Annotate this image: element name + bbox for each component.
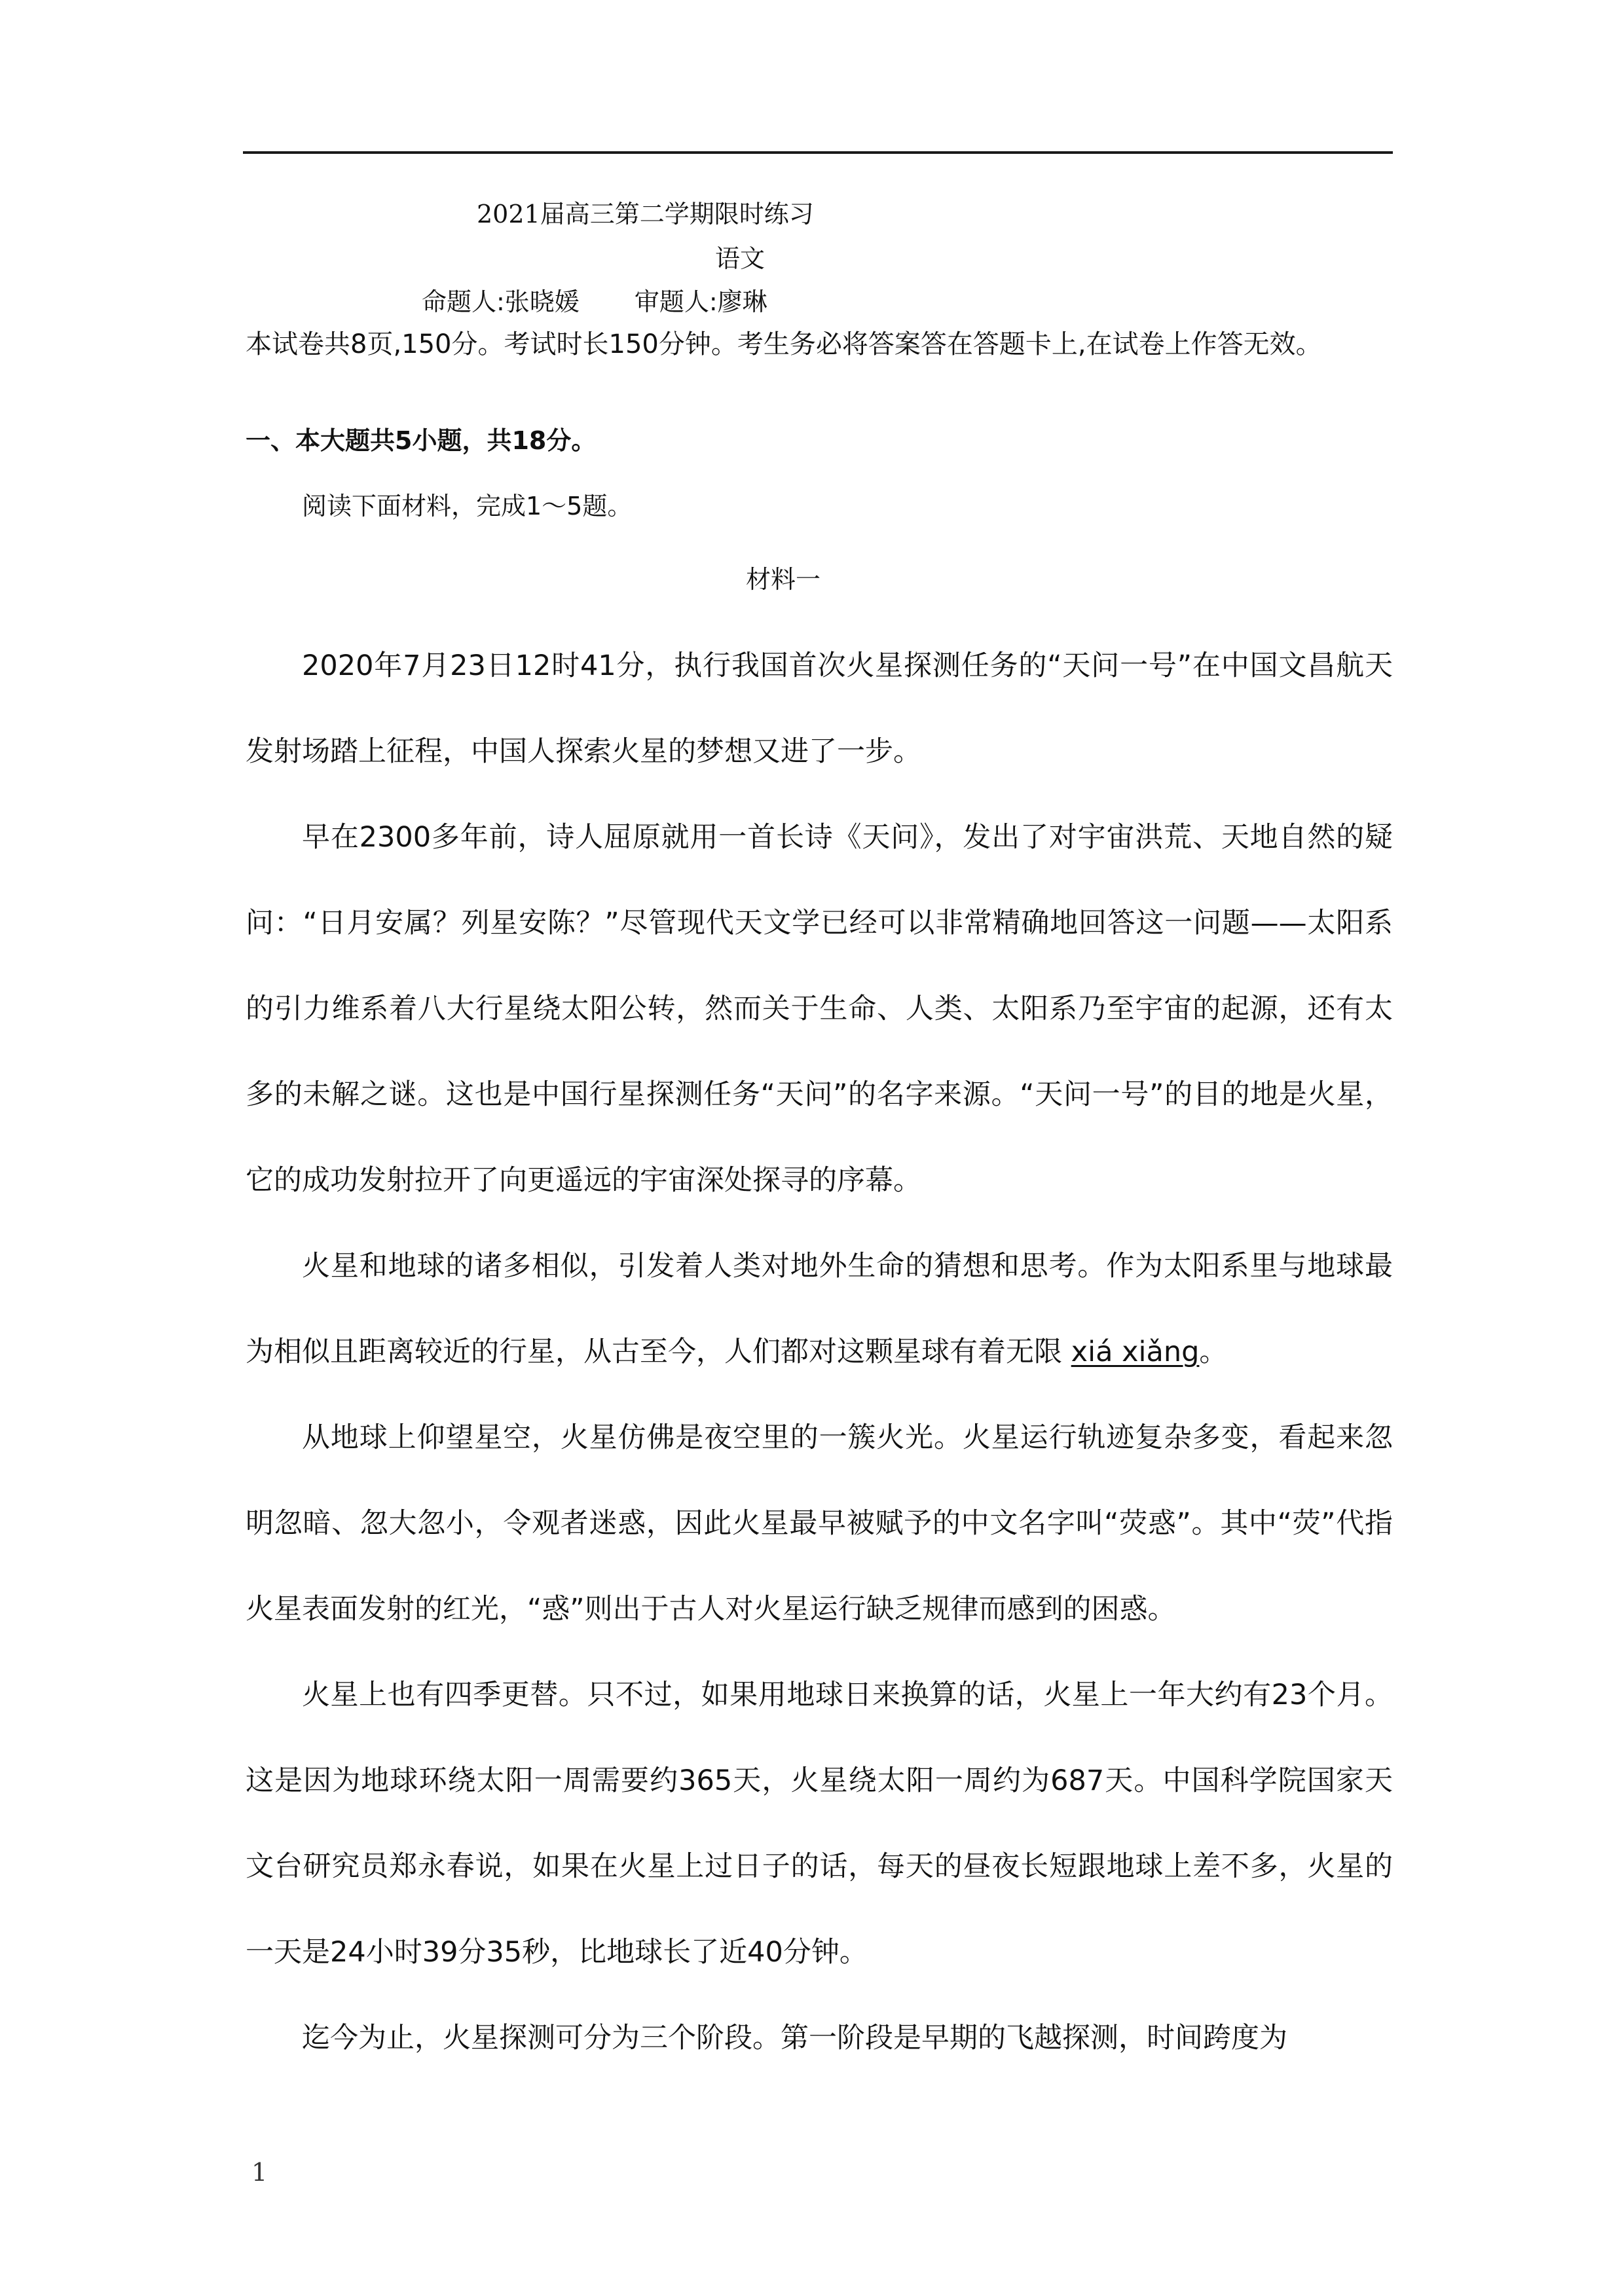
paragraph-text: 火星和地球的诸多相似，引发着人类对地外生命的猜想和思考。作为太阳系里与地球最为相似且距离较近的行星，从古至今，人们都对这颗星球有着无限 [246,1250,1393,1368]
question-author: 命题人:张晓媛 [422,287,580,316]
paragraph: 火星上也有四季更替。只不过，如果用地球日来换算的话，火星上一年大约有23个月。这是因为地球环绕太阳一周需要约365天，火星绕太阳一周约为687天。中国科学院国家天文台研究员郑永春说，如果在火星上过日子的话，每天的昼夜长短跟地球上差不多，火星的一天是24小时39分35秒，比地球长了近40分钟。 [246,1679,1393,1969]
section-heading: 一、本大题共5小题，共18分。 [246,426,597,455]
header-rule [243,151,1393,154]
pinyin-blank: xiá xiǎng [1071,1336,1200,1368]
paragraph: 早在2300多年前，诗人屈原就用一首长诗《天问》，发出了对宇宙洪荒、天地自然的疑问：“日月安属？列星安陈？”尽管现代天文学已经可以非常精确地回答这一问题——太阳系的引力维系着八大行星绕太阳公转，然而关于生命、人类、太阳系乃至宇宙的起源，还有太多的未解之谜。这也是中国行星探测任务“天问”的名字来源。“天问一号”的目的地是火星，它的成功发射拉开了向更遥远的宇宙深处探寻的序幕。 [246,821,1393,1197]
paragraph-text: 。 [1199,1336,1228,1368]
exam-title: 2021届高三第二学期限时练习 [477,200,814,228]
exam-authors [422,282,767,318]
paragraph: 迄今为止，火星探测可分为三个阶段。第一阶段是早期的飞越探测，时间跨度为 [302,2022,1287,2054]
paragraph: 2020年7月23日12时41分，执行我国首次火星探测任务的“天问一号”在中国文昌航天发射场踏上征程，中国人探索火星的梦想又进了一步。 [246,649,1393,768]
question-reviewer: 审题人:廖琳 [634,287,767,316]
exam-instructions: 本试卷共8页,150分。考试时长150分钟。考生务必将答案答在答题卡上,在试卷上作答无效。 [246,329,1322,359]
paragraph [246,1224,1393,1395]
page-number: 1 [251,2158,268,2187]
material-title: 材料一 [746,565,821,594]
reading-prompt: 阅读下面材料，完成1～5题。 [302,492,633,520]
paragraph: 从地球上仰望星空，火星仿佛是夜空里的一簇火光。火星运行轨迹复杂多变，看起来忽明忽暗、忽大忽小，令观者迷惑，因此火星最早被赋予的中文名字叫“荧惑”。其中“荧”代指火星表面发射的红光，“惑”则出于古人对火星运行缺乏规律而感到的困惑。 [246,1421,1393,1626]
exam-subject: 语文 [715,244,766,273]
article-body [246,623,1393,2081]
